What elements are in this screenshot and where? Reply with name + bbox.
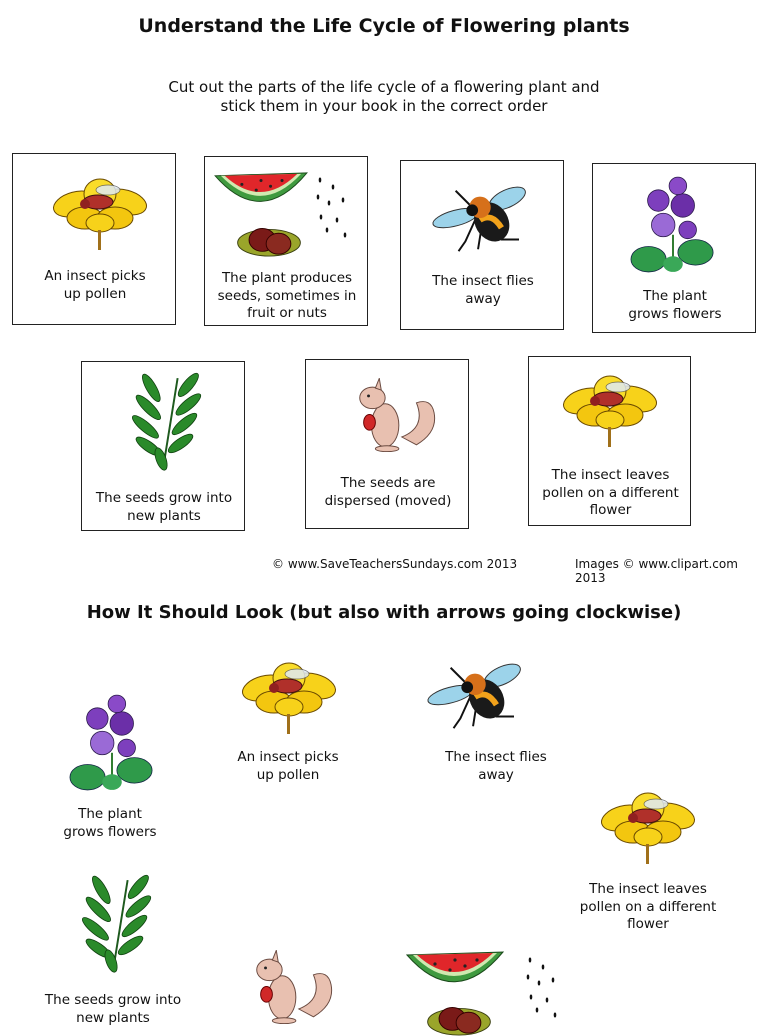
- instructions-line-2: stick them in your book in the correct order: [220, 97, 548, 115]
- squirrel-illustration: [245, 950, 333, 1024]
- card-text: The seeds are: [340, 475, 436, 491]
- flower-insect-illustration: [597, 790, 699, 865]
- example-text: The plant: [78, 806, 142, 822]
- example-heading: How It Should Look (but also with arrows going clockwise): [86, 602, 682, 623]
- cutout-card-seeds-dispersed: [305, 359, 469, 529]
- example-text: grows flowers: [63, 824, 157, 840]
- card-text: grows flowers: [628, 306, 722, 322]
- cutout-card-seeds-grow: [81, 361, 245, 531]
- example-text: away: [478, 767, 514, 783]
- seeds-illustration: [315, 175, 350, 240]
- card-text: dispersed (moved): [324, 493, 452, 509]
- example-text: pollen on a different: [579, 899, 717, 915]
- images-credit: Images © www.clipart.com 2013: [575, 557, 738, 585]
- chestnut-illustration: [425, 998, 493, 1036]
- card-text: The insect flies: [432, 273, 534, 289]
- card-text: fruit or nuts: [247, 305, 327, 321]
- cutout-card-insect-picks-pollen: [12, 153, 176, 325]
- card-text: The plant produces: [221, 270, 353, 286]
- card-text: The plant: [643, 288, 707, 304]
- cutout-card-insect-flies-away: [400, 160, 564, 330]
- card-text: pollen on a different: [542, 485, 679, 501]
- example-text: An insect picks: [237, 749, 339, 765]
- page-title: Understand the Life Cycle of Flowering plants: [138, 15, 630, 37]
- cutout-card-plant-produces-seeds: [204, 156, 368, 326]
- example-text: The seeds grow into: [44, 992, 182, 1008]
- copyright-credit: © www.SaveTeachersSundays.com 2013: [272, 557, 518, 571]
- example-text: The insect leaves: [589, 881, 707, 897]
- watermelon-illustration: [400, 950, 510, 995]
- cutout-card-insect-leaves-pollen: [528, 356, 691, 526]
- leafy-sprig-illustration: [74, 874, 152, 974]
- bee-illustration: [431, 181, 529, 259]
- instructions-line-1: Cut out the parts of the life cycle of a flowering plant and: [168, 78, 600, 96]
- card-text: An insect picks: [44, 268, 146, 284]
- example-text: new plants: [76, 1010, 150, 1026]
- flower-insect-illustration: [238, 660, 340, 735]
- card-text: away: [465, 291, 501, 307]
- chestnut-illustration: [235, 219, 303, 257]
- card-text: flower: [589, 502, 632, 518]
- card-text: The seeds grow into: [95, 490, 233, 506]
- example-text: The insect flies: [445, 749, 547, 765]
- example-text: up pollen: [256, 767, 320, 783]
- card-text: seeds, sometimes in: [217, 288, 357, 304]
- card-text: up pollen: [63, 286, 127, 302]
- bee-illustration: [426, 658, 524, 736]
- example-text: flower: [627, 916, 669, 932]
- card-text: new plants: [127, 508, 201, 524]
- violet-plant-illustration: [629, 176, 717, 274]
- watermelon-illustration: [213, 171, 309, 214]
- violet-plant-illustration: [68, 694, 156, 792]
- squirrel-illustration: [348, 378, 436, 452]
- flower-insect-illustration: [559, 373, 661, 448]
- flower-insect-illustration: [49, 176, 151, 251]
- card-text: The insect leaves: [551, 467, 670, 483]
- cutout-card-plant-grows-flowers: [592, 163, 756, 333]
- leafy-sprig-illustration: [124, 372, 202, 472]
- seeds-illustration: [525, 955, 560, 1020]
